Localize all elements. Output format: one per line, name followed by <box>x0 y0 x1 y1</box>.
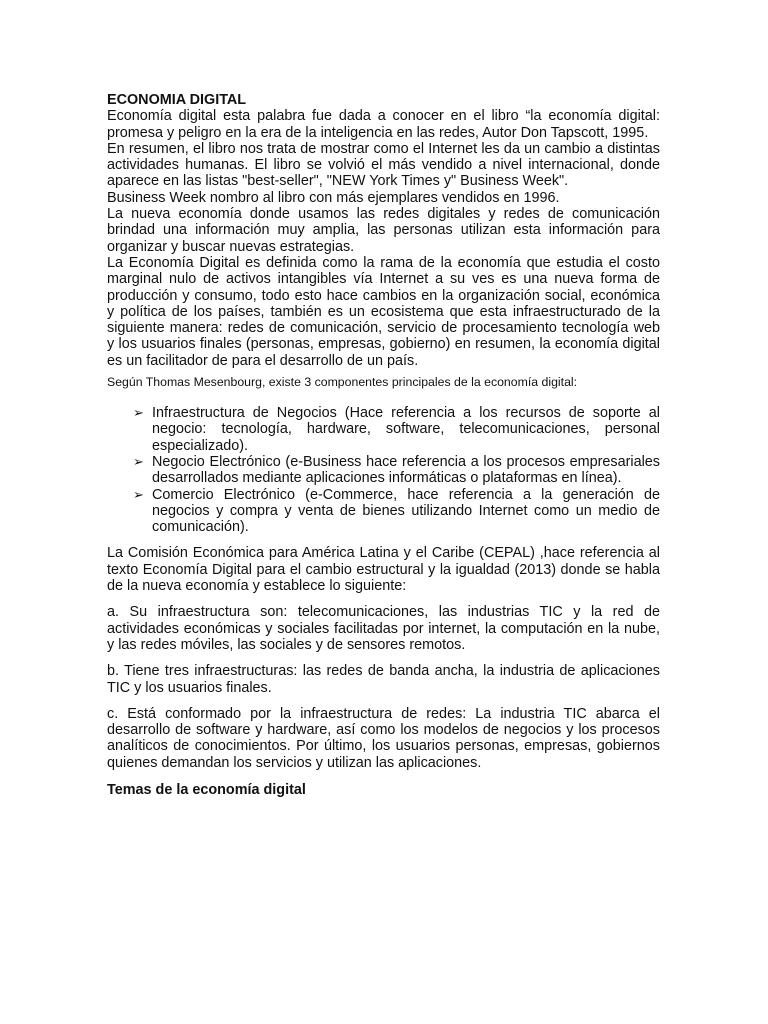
list-item-text: Negocio Electrónico (e-Business hace referencia a los procesos empresariales desarrollados mediante aplicaciones informáticas o plataformas en línea). <box>152 453 660 487</box>
paragraph-point-c: c. Está conformado por la infraestructura de redes: La industria TIC abarca el desarrollo de software y hardware, así como los modelos de negocios y los procesos analíticos de conocimientos. Por último, los usuarios personas, empresas, gobiernos quienes demandan los servicios y utilizan las aplicaciones. <box>107 705 660 771</box>
arrow-bullet-icon: ➢ <box>133 405 144 421</box>
list-item <box>107 405 660 454</box>
components-intro: Según Thomas Mesenbourg, existe 3 componentes principales de la economía digital: <box>107 375 578 390</box>
paragraph-business-week: Business Week nombro al libro con más ejemplares vendidos en 1996. <box>107 189 560 206</box>
document-body <box>107 92 660 798</box>
list-item-text: Comercio Electrónico (e-Commerce, hace referencia a la generación de negocios y compra y venta de bienes utilizando Internet como un medio de comunicación). <box>152 486 660 536</box>
paragraph-intro: Economía digital esta palabra fue dada a conocer en el libro “la economía digital: promesa y peligro en la era de la inteligencia en las redes, Autor Don Tapscott, 1995. <box>107 108 660 141</box>
paragraph-point-a: a. Su infraestructura son: telecomunicaciones, las industrias TIC y la red de actividades económicas y sociales facilitadas por internet, la computación en la nube, y las redes móviles, las sociales y de sensores remotos. <box>107 604 660 653</box>
document-title: ECONOMIA DIGITAL <box>107 92 247 108</box>
paragraph-new-economy: La nueva economía donde usamos las redes digitales y redes de comunicación brindad una información muy amplia, las personas utilizan esta información para organizar y buscar nuevas estrategias. <box>107 206 660 255</box>
paragraph-point-b: b. Tiene tres infraestructuras: las redes de banda ancha, la industria de aplicaciones TIC y los usuarios finales. <box>107 663 660 696</box>
paragraph-definition: La Economía Digital es definida como la rama de la economía que estudia el costo marginal nulo de activos intangibles vía Internet a su ves es una nueva forma de producción y consumo, todo esto hace cambios en la organización social, económica y política de los países, también es un ecosistema que esta infraestructurado de la siguiente manera: redes de comunicación, servicio de procesamiento tecnología web y los usuarios finales (personas, empresas, gobierno) en resumen, la economía digital es un facilitador de para el desarrollo de un país. <box>107 254 660 369</box>
components-list <box>107 405 660 535</box>
arrow-bullet-icon: ➢ <box>133 453 144 469</box>
list-item <box>107 487 660 536</box>
list-item-text: Infraestructura de Negocios (Hace referencia a los recursos de soporte al negocio: tecnología, hardware, software, telecomunicaciones, personal especializado). <box>152 405 660 454</box>
paragraph-summary: En resumen, el libro nos trata de mostrar como el Internet les da un cambio a distintas actividades humanas. El libro se volvió el más vendido a nivel internacional, donde aparece en las listas "best-seller", "NEW York Times y" Business Week". <box>107 140 660 190</box>
arrow-bullet-icon: ➢ <box>133 486 144 502</box>
paragraph-cepal: La Comisión Económica para América Latina y el Caribe (CEPAL) ,hace referencia al texto Economía Digital para el cambio estructural y la igualdad (2013) donde se habla de la nueva economía y establece lo siguiente: <box>107 545 660 595</box>
section-heading: Temas de la economía digital <box>107 781 306 798</box>
list-item <box>107 454 660 487</box>
